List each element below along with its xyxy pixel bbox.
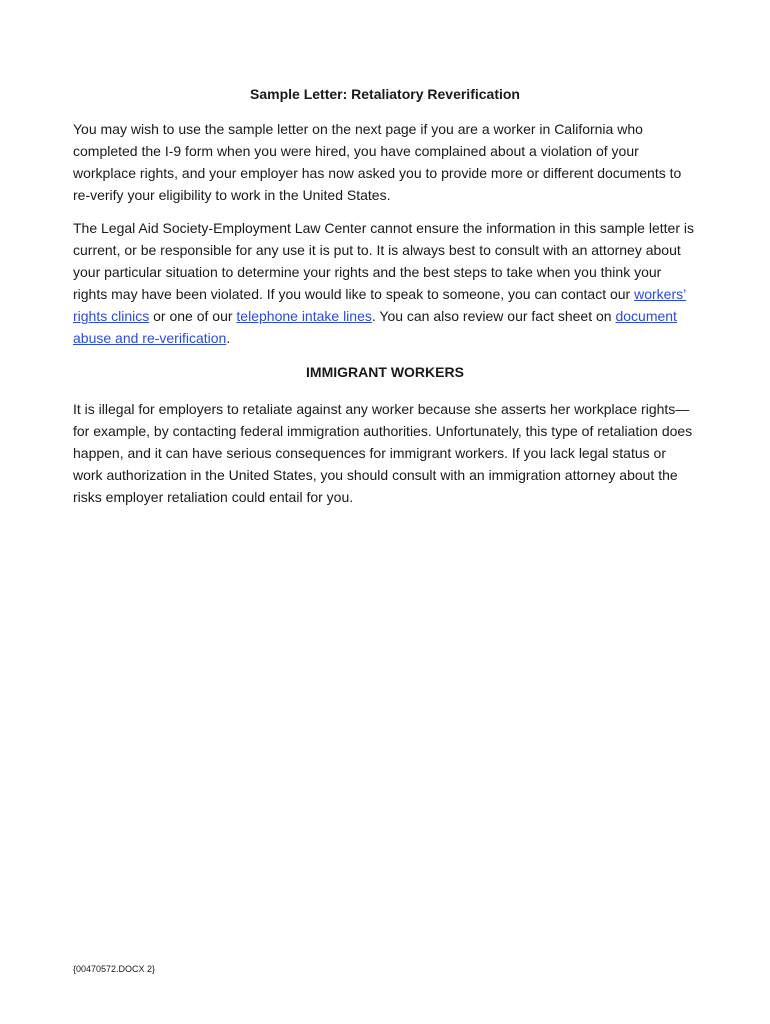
- workers-rights-clinics-link[interactable]: workers’ rights clinics: [73, 286, 687, 324]
- document-footer-id: {00470572.DOCX 2}: [73, 964, 156, 974]
- disclaimer-text-a: The Legal Aid Society-Employment Law Center cannot ensure the information in this sample letter is current, or be responsible for any use it is put to. It is always best to consult with an attorney about your particular situation to determine your rights and the best steps to take when you think your rights may have been violated. If you would like to speak to someone, you can contact our: [73, 220, 694, 302]
- disclaimer-text-c: . You can also review our fact sheet on: [371, 308, 616, 324]
- disclaimer-text-b: or one of our: [149, 308, 237, 324]
- immigrant-workers-paragraph: It is illegal for employers to retaliate against any worker because she asserts her workplace rights—for example, by contacting federal immigration authorities. Unfortunately, this type of retaliation does happen, and it can have serious consequences for immigrant workers. If you lack legal status or work authorization in the United States, you should consult with an immigration attorney about the risks employer retaliation could entail for you.: [73, 401, 693, 505]
- disclaimer-text-d: .: [226, 330, 231, 346]
- section-heading-immigrant-workers: IMMIGRANT WORKERS: [306, 364, 464, 380]
- disclaimer-paragraph: [73, 217, 697, 349]
- document-abuse-reverification-link[interactable]: document abuse and re-verification: [73, 308, 677, 346]
- telephone-intake-lines-link[interactable]: telephone intake lines: [236, 308, 372, 324]
- document-title: Sample Letter: Retaliatory Reverification: [250, 86, 520, 102]
- intro-paragraph: You may wish to use the sample letter on the next page if you are a worker in California who completed the I-9 form when you were hired, you have complained about a violation of your workplace rights, and your employer has now asked you to provide more or different documents to re-verify your eligibility to work in the United States.: [73, 121, 682, 203]
